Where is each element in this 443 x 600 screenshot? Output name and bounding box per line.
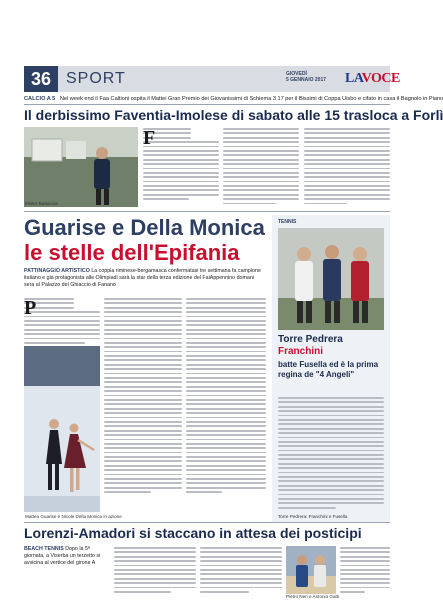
tennis-photo xyxy=(278,228,384,330)
tennis-players-image xyxy=(278,228,384,330)
article3-kicker-label: BEACH TENNIS xyxy=(24,546,64,552)
figure-skaters-image xyxy=(24,346,100,512)
article2-column-3 xyxy=(186,298,266,496)
divider xyxy=(24,211,390,212)
article3-column-2 xyxy=(200,547,282,595)
tennis-headline xyxy=(278,334,386,358)
article2-dropcap: P xyxy=(24,297,37,319)
page-masthead xyxy=(24,66,400,92)
ticker-label: CALCIO A 5 xyxy=(24,96,56,102)
divider xyxy=(24,522,390,523)
tennis-headline-part2: Franchini xyxy=(278,346,324,357)
tennis-headline-part1: Torre Pedrera xyxy=(278,334,343,345)
tennis-photo-caption: Torre Pedrera: Franchini e Fusella xyxy=(278,514,348,519)
article1-headline: Il derbissimo Faventia-Imolese di sabato alle 15 trasloca a Forlì xyxy=(24,107,443,123)
article2-headline-line2: le stelle dell'Epifania xyxy=(24,240,240,265)
publication-day: 5 GENNAIO 2017 xyxy=(286,77,327,83)
article3-kicker xyxy=(24,546,110,567)
publication-weekday: GIOVEDÌ xyxy=(286,71,307,77)
article1-column-2 xyxy=(223,128,299,207)
article3-headline: Lorenzi-Amadori si staccano in attesa dei posticipi xyxy=(24,525,362,541)
article1-dropcap: F xyxy=(143,127,156,149)
article2-deck-label: PATTINAGGIO ARTISTICO xyxy=(24,268,90,274)
article3-column-3 xyxy=(340,547,390,595)
beach-tennis-players-image xyxy=(286,546,336,594)
publication-date xyxy=(286,71,350,83)
article2-photo-caption: Mattea Guarise e Nicole Della Monica in azione xyxy=(25,514,122,519)
article2-photo xyxy=(24,346,100,512)
article3-column-1 xyxy=(114,547,196,595)
logo-word: VOCE xyxy=(361,71,400,86)
logo-prefix: LA xyxy=(345,71,362,86)
article3-kicker-text: Dopo la 5ª giornata, a Viserba un terzetto si avvicina al vertice del girone A xyxy=(24,546,101,566)
article3-photo xyxy=(286,546,336,594)
article1-column-3 xyxy=(304,128,390,207)
section-title: SPORT xyxy=(66,70,126,87)
football-coach-image xyxy=(24,127,138,207)
article2-headline-line1: Guarise e Della Monica xyxy=(24,215,265,240)
article1-photo-caption: Mister Battaccia xyxy=(25,201,58,206)
article2-column-2 xyxy=(104,298,182,496)
page-number: 36 xyxy=(24,66,58,92)
article1-column-1 xyxy=(143,128,219,203)
article2-column-1 xyxy=(24,298,100,346)
tennis-tag: TENNIS xyxy=(278,219,297,225)
news-ticker xyxy=(24,95,443,103)
divider xyxy=(24,104,390,105)
tennis-body xyxy=(278,397,384,511)
tennis-subheadline: batte Fusella ed è la prima regina de "4 Angeli" xyxy=(278,360,379,379)
article3-photo-caption: Pietro Neri e Antonio Gatti xyxy=(286,594,340,599)
newspaper-logo xyxy=(345,69,400,89)
ticker-text: Nel week end il Faa Caltioni ospita il Mattei Gran Premio dei Giovanissimi di Schiema 3 17 per il Bissimi di Coppa Uisbo e cifato in casa il Bagnolo in Piano xyxy=(59,96,443,102)
article2-deck-text: La coppia riminese-bergamasca confermatasi tre settimana fa campione italiano e già protagonista alle Olimpiadi sarà la star della terza edizione del FaiAppennino domani sera al Palazzo del Ghiaccio di Fanano xyxy=(24,268,261,288)
article1-photo xyxy=(24,127,138,207)
article2-deck xyxy=(24,268,264,289)
